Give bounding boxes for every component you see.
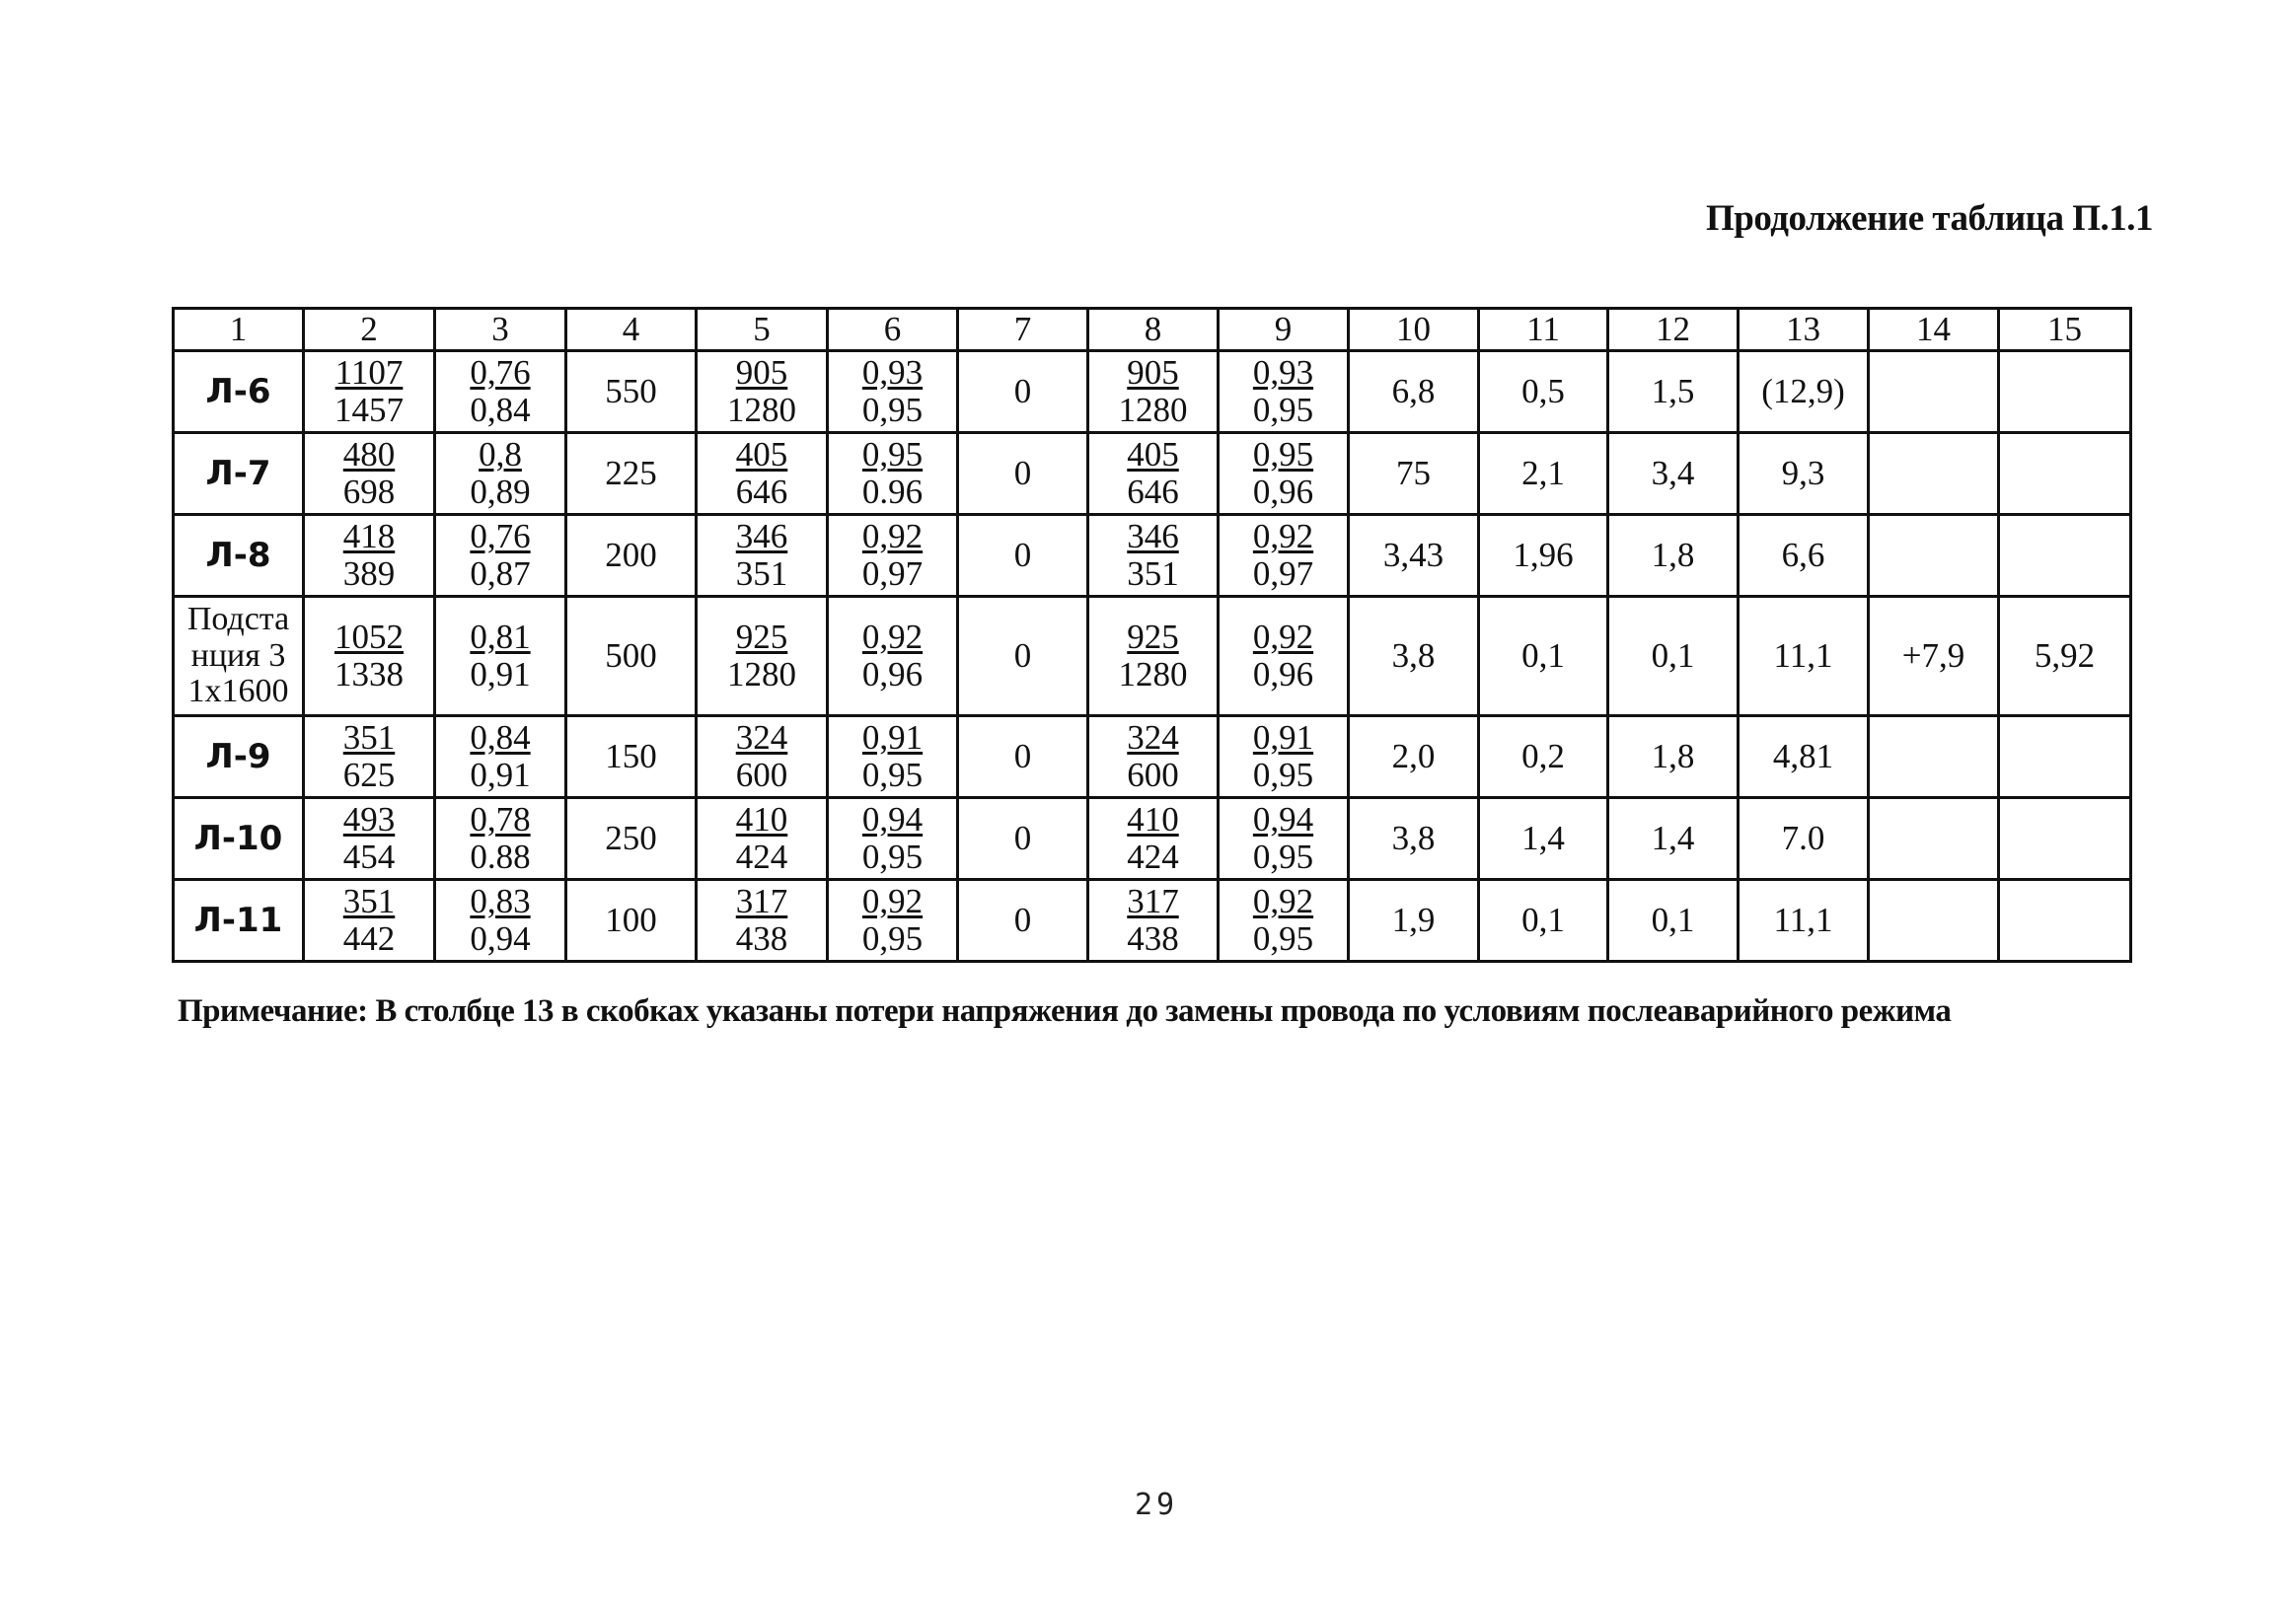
denominator: 0.88 bbox=[470, 838, 531, 876]
value-cell bbox=[1999, 880, 2131, 962]
header-cell: 3 bbox=[435, 309, 566, 351]
numerator: 317 bbox=[735, 882, 788, 921]
numerator: 0,92 bbox=[861, 517, 924, 556]
fraction-cell bbox=[1219, 515, 1349, 597]
value-cell: 225 bbox=[566, 433, 697, 515]
value-cell: 0 bbox=[958, 351, 1088, 433]
numerator: 0,95 bbox=[1252, 435, 1314, 475]
fraction bbox=[736, 801, 788, 876]
header-cell: 8 bbox=[1088, 309, 1219, 351]
denominator: 0,91 bbox=[470, 655, 531, 694]
fraction bbox=[470, 436, 530, 511]
denominator: 0,91 bbox=[470, 756, 531, 794]
fraction bbox=[862, 719, 923, 794]
numerator: 346 bbox=[1127, 517, 1179, 556]
table-row bbox=[174, 351, 2131, 433]
value-cell: 0 bbox=[958, 716, 1088, 798]
fraction-cell bbox=[1088, 716, 1219, 798]
denominator: 1338 bbox=[334, 655, 404, 694]
denominator: 454 bbox=[342, 838, 396, 876]
value-cell: 0 bbox=[958, 433, 1088, 515]
fraction-cell bbox=[304, 597, 435, 716]
fraction bbox=[470, 719, 530, 794]
denominator: 646 bbox=[1127, 473, 1179, 511]
value-cell: 11,1 bbox=[1739, 597, 1869, 716]
value-cell: 250 bbox=[566, 798, 697, 880]
value-cell: 3,8 bbox=[1349, 798, 1479, 880]
numerator: 905 bbox=[735, 353, 788, 393]
denominator: 0,95 bbox=[861, 838, 924, 876]
value-cell bbox=[1999, 515, 2131, 597]
numerator: 0,92 bbox=[1252, 882, 1314, 921]
fraction bbox=[343, 518, 396, 593]
fraction-cell bbox=[435, 433, 566, 515]
numerator: 1052 bbox=[334, 618, 404, 657]
numerator: 405 bbox=[1127, 435, 1179, 475]
fraction bbox=[1127, 883, 1179, 958]
fraction-cell bbox=[435, 798, 566, 880]
denominator: 0,95 bbox=[861, 391, 924, 429]
value-cell: 3,8 bbox=[1349, 597, 1479, 716]
numerator: 0,91 bbox=[1252, 718, 1314, 758]
header-cell: 10 bbox=[1349, 309, 1479, 351]
numerator: 925 bbox=[1127, 618, 1179, 657]
fraction-cell bbox=[1219, 880, 1349, 962]
denominator: 0,95 bbox=[1252, 756, 1314, 794]
fraction-cell bbox=[435, 597, 566, 716]
value-cell: 0,2 bbox=[1479, 716, 1608, 798]
fraction-cell bbox=[1219, 351, 1349, 433]
header-cell: 15 bbox=[1999, 309, 2131, 351]
table-row bbox=[174, 716, 2131, 798]
table-row bbox=[174, 880, 2131, 962]
denominator: 0,94 bbox=[470, 919, 531, 958]
value-cell: +7,9 bbox=[1869, 597, 1999, 716]
denominator: 0,89 bbox=[470, 473, 531, 511]
fraction bbox=[343, 436, 396, 511]
fraction bbox=[736, 719, 788, 794]
value-cell bbox=[1999, 351, 2131, 433]
numerator: 1107 bbox=[334, 353, 404, 393]
numerator: 405 bbox=[735, 435, 788, 475]
value-cell: 7.0 bbox=[1739, 798, 1869, 880]
fraction-cell bbox=[828, 798, 958, 880]
numerator: 0,91 bbox=[861, 718, 924, 758]
numerator: 0,81 bbox=[470, 618, 531, 657]
denominator: 0,95 bbox=[1252, 919, 1314, 958]
denominator: 351 bbox=[1127, 554, 1179, 593]
denominator: 438 bbox=[1127, 919, 1179, 958]
denominator: 1280 bbox=[727, 655, 796, 694]
header-cell: 9 bbox=[1219, 309, 1349, 351]
row-label-cell: Подста нция 3 1х1600 bbox=[174, 597, 304, 716]
value-cell: 0 bbox=[958, 515, 1088, 597]
denominator: 0,96 bbox=[1252, 473, 1314, 511]
value-cell: 0,1 bbox=[1608, 880, 1739, 962]
numerator: 351 bbox=[342, 882, 396, 921]
table-note: Примечание: В столбце 13 в скобках указаны потери напряжения до замены провода по условиям послеаварийного режима bbox=[178, 993, 1952, 1029]
value-cell: 3,43 bbox=[1349, 515, 1479, 597]
value-cell: 0,1 bbox=[1479, 597, 1608, 716]
row-label-cell: Л-8 bbox=[174, 515, 304, 597]
denominator: 0,96 bbox=[1252, 655, 1314, 694]
value-cell: 500 bbox=[566, 597, 697, 716]
value-cell: 0,1 bbox=[1479, 880, 1608, 962]
value-cell: 1,4 bbox=[1608, 798, 1739, 880]
denominator: 438 bbox=[735, 919, 788, 958]
numerator: 905 bbox=[1127, 353, 1179, 393]
value-cell: 5,92 bbox=[1999, 597, 2131, 716]
fraction-cell bbox=[828, 433, 958, 515]
value-cell: 75 bbox=[1349, 433, 1479, 515]
value-cell: 11,1 bbox=[1739, 880, 1869, 962]
value-cell bbox=[1869, 515, 1999, 597]
value-cell: 0,1 bbox=[1608, 597, 1739, 716]
fraction-cell bbox=[1088, 515, 1219, 597]
header-cell: 6 bbox=[828, 309, 958, 351]
value-cell: 0 bbox=[958, 798, 1088, 880]
numerator: 0,92 bbox=[861, 882, 924, 921]
numerator: 346 bbox=[735, 517, 788, 556]
fraction-cell bbox=[828, 597, 958, 716]
row-label-cell: Л-10 bbox=[174, 798, 304, 880]
fraction-cell bbox=[304, 351, 435, 433]
value-cell: 0 bbox=[958, 597, 1088, 716]
fraction bbox=[334, 354, 404, 429]
fraction-cell bbox=[697, 597, 828, 716]
fraction bbox=[862, 354, 923, 429]
numerator: 493 bbox=[342, 800, 396, 840]
fraction-cell bbox=[304, 433, 435, 515]
header-cell: 5 bbox=[697, 309, 828, 351]
denominator: 0,95 bbox=[1252, 838, 1314, 876]
denominator: 424 bbox=[1127, 838, 1179, 876]
denominator: 600 bbox=[1127, 756, 1179, 794]
fraction-cell bbox=[435, 351, 566, 433]
fraction bbox=[1253, 883, 1313, 958]
fraction bbox=[1253, 354, 1313, 429]
fraction-cell bbox=[1088, 351, 1219, 433]
numerator: 0,84 bbox=[470, 718, 531, 758]
value-cell: 6,6 bbox=[1739, 515, 1869, 597]
fraction bbox=[1253, 436, 1313, 511]
denominator: 698 bbox=[342, 473, 396, 511]
numerator: 410 bbox=[1127, 800, 1179, 840]
value-cell: 100 bbox=[566, 880, 697, 962]
numerator: 0,92 bbox=[1252, 517, 1314, 556]
value-cell: 150 bbox=[566, 716, 697, 798]
numerator: 0,92 bbox=[861, 618, 924, 657]
fraction-cell bbox=[1219, 597, 1349, 716]
numerator: 0,8 bbox=[479, 435, 522, 475]
numerator: 0,93 bbox=[861, 353, 924, 393]
denominator: 424 bbox=[735, 838, 788, 876]
row-label-cell: Л-11 bbox=[174, 880, 304, 962]
numerator: 0,94 bbox=[861, 800, 924, 840]
value-cell: 1,8 bbox=[1608, 515, 1739, 597]
fraction-cell bbox=[1088, 433, 1219, 515]
numerator: 925 bbox=[735, 618, 788, 657]
fraction bbox=[862, 518, 923, 593]
fraction-cell bbox=[828, 351, 958, 433]
fraction bbox=[736, 436, 788, 511]
numerator: 0,95 bbox=[861, 435, 924, 475]
fraction-cell bbox=[304, 716, 435, 798]
numerator: 0,92 bbox=[1252, 618, 1314, 657]
value-cell: 0,5 bbox=[1479, 351, 1608, 433]
fraction bbox=[736, 518, 788, 593]
value-cell bbox=[1999, 798, 2131, 880]
fraction bbox=[727, 619, 796, 694]
table-row bbox=[174, 798, 2131, 880]
value-cell: 1,8 bbox=[1608, 716, 1739, 798]
fraction bbox=[727, 354, 796, 429]
value-cell: 6,8 bbox=[1349, 351, 1479, 433]
fraction-cell bbox=[697, 880, 828, 962]
page-number: 29 bbox=[1135, 1488, 1179, 1522]
fraction bbox=[862, 436, 923, 511]
denominator: 351 bbox=[735, 554, 788, 593]
denominator: 1280 bbox=[1118, 391, 1188, 429]
fraction bbox=[736, 883, 788, 958]
fraction-cell bbox=[435, 515, 566, 597]
numerator: 410 bbox=[735, 800, 788, 840]
value-cell: 2,0 bbox=[1349, 716, 1479, 798]
value-cell: 4,81 bbox=[1739, 716, 1869, 798]
value-cell bbox=[1999, 433, 2131, 515]
value-cell: (12,9) bbox=[1739, 351, 1869, 433]
fraction-cell bbox=[828, 880, 958, 962]
fraction-cell bbox=[304, 515, 435, 597]
header-cell: 13 bbox=[1739, 309, 1869, 351]
fraction bbox=[1127, 518, 1179, 593]
fraction-cell bbox=[697, 716, 828, 798]
denominator: 1280 bbox=[1118, 655, 1188, 694]
numerator: 324 bbox=[1127, 718, 1179, 758]
numerator: 480 bbox=[342, 435, 396, 475]
numerator: 351 bbox=[342, 718, 396, 758]
table-body bbox=[174, 309, 2131, 962]
value-cell: 1,96 bbox=[1479, 515, 1608, 597]
fraction-cell bbox=[697, 433, 828, 515]
denominator: 389 bbox=[342, 554, 396, 593]
fraction-cell bbox=[1088, 798, 1219, 880]
fraction-cell bbox=[435, 716, 566, 798]
fraction bbox=[1119, 619, 1188, 694]
header-cell: 1 bbox=[174, 309, 304, 351]
fraction-cell bbox=[435, 880, 566, 962]
denominator: 625 bbox=[342, 756, 396, 794]
value-cell: 1,4 bbox=[1479, 798, 1608, 880]
table-row bbox=[174, 597, 2131, 716]
fraction bbox=[1127, 436, 1179, 511]
data-table bbox=[172, 307, 2132, 963]
fraction bbox=[470, 801, 530, 876]
row-label-cell: Л-9 bbox=[174, 716, 304, 798]
fraction-cell bbox=[1219, 716, 1349, 798]
header-cell: 2 bbox=[304, 309, 435, 351]
numerator: 317 bbox=[1127, 882, 1179, 921]
header-cell: 12 bbox=[1608, 309, 1739, 351]
value-cell bbox=[1869, 433, 1999, 515]
fraction bbox=[862, 801, 923, 876]
numerator: 0,78 bbox=[470, 800, 531, 840]
value-cell: 9,3 bbox=[1739, 433, 1869, 515]
numerator: 324 bbox=[735, 718, 788, 758]
value-cell: 550 bbox=[566, 351, 697, 433]
fraction bbox=[1119, 354, 1188, 429]
value-cell bbox=[1869, 351, 1999, 433]
value-cell bbox=[1869, 716, 1999, 798]
value-cell bbox=[1869, 798, 1999, 880]
fraction bbox=[1127, 801, 1179, 876]
value-cell bbox=[1869, 880, 1999, 962]
denominator: 0,97 bbox=[861, 554, 924, 593]
fraction bbox=[470, 354, 530, 429]
fraction bbox=[1253, 801, 1313, 876]
denominator: 646 bbox=[735, 473, 788, 511]
fraction-cell bbox=[828, 716, 958, 798]
fraction-cell bbox=[1088, 880, 1219, 962]
denominator: 1457 bbox=[334, 391, 404, 429]
numerator: 0,76 bbox=[470, 353, 531, 393]
numerator: 0,93 bbox=[1252, 353, 1314, 393]
fraction bbox=[470, 883, 530, 958]
header-cell: 7 bbox=[958, 309, 1088, 351]
denominator: 0,95 bbox=[861, 919, 924, 958]
value-cell: 0 bbox=[958, 880, 1088, 962]
fraction bbox=[1253, 619, 1313, 694]
value-cell bbox=[1999, 716, 2131, 798]
fraction bbox=[862, 619, 923, 694]
row-label-cell: Л-6 bbox=[174, 351, 304, 433]
value-cell: 3,4 bbox=[1608, 433, 1739, 515]
denominator: 0,84 bbox=[470, 391, 531, 429]
denominator: 0,95 bbox=[1252, 391, 1314, 429]
fraction bbox=[343, 719, 396, 794]
fraction bbox=[334, 619, 404, 694]
fraction-cell bbox=[697, 515, 828, 597]
value-cell: 2,1 bbox=[1479, 433, 1608, 515]
denominator: 0,87 bbox=[470, 554, 531, 593]
header-cell: 4 bbox=[566, 309, 697, 351]
fraction-cell bbox=[828, 515, 958, 597]
denominator: 600 bbox=[735, 756, 788, 794]
denominator: 0,97 bbox=[1252, 554, 1314, 593]
fraction bbox=[862, 883, 923, 958]
denominator: 0,95 bbox=[861, 756, 924, 794]
fraction bbox=[343, 801, 396, 876]
header-cell: 14 bbox=[1869, 309, 1999, 351]
denominator: 442 bbox=[342, 919, 396, 958]
header-row bbox=[174, 309, 2131, 351]
fraction bbox=[1127, 719, 1179, 794]
fraction-cell bbox=[304, 880, 435, 962]
fraction bbox=[470, 518, 530, 593]
header-cell: 11 bbox=[1479, 309, 1608, 351]
fraction bbox=[343, 883, 396, 958]
denominator: 0,96 bbox=[861, 655, 924, 694]
value-cell: 1,5 bbox=[1608, 351, 1739, 433]
numerator: 0,94 bbox=[1252, 800, 1314, 840]
fraction-cell bbox=[697, 351, 828, 433]
numerator: 0,83 bbox=[470, 882, 531, 921]
value-cell: 1,9 bbox=[1349, 880, 1479, 962]
numerator: 418 bbox=[342, 517, 396, 556]
denominator: 0.96 bbox=[861, 473, 924, 511]
fraction bbox=[470, 619, 530, 694]
fraction-cell bbox=[697, 798, 828, 880]
table-continuation-title: Продолжение таблица П.1.1 bbox=[1706, 198, 2153, 239]
table-row bbox=[174, 433, 2131, 515]
table-row bbox=[174, 515, 2131, 597]
numerator: 0,76 bbox=[470, 517, 531, 556]
fraction-cell bbox=[1088, 597, 1219, 716]
fraction-cell bbox=[1219, 433, 1349, 515]
value-cell: 200 bbox=[566, 515, 697, 597]
fraction bbox=[1253, 518, 1313, 593]
fraction-cell bbox=[304, 798, 435, 880]
denominator: 1280 bbox=[727, 391, 796, 429]
fraction-cell bbox=[1219, 798, 1349, 880]
row-label-cell: Л-7 bbox=[174, 433, 304, 515]
fraction bbox=[1253, 719, 1313, 794]
